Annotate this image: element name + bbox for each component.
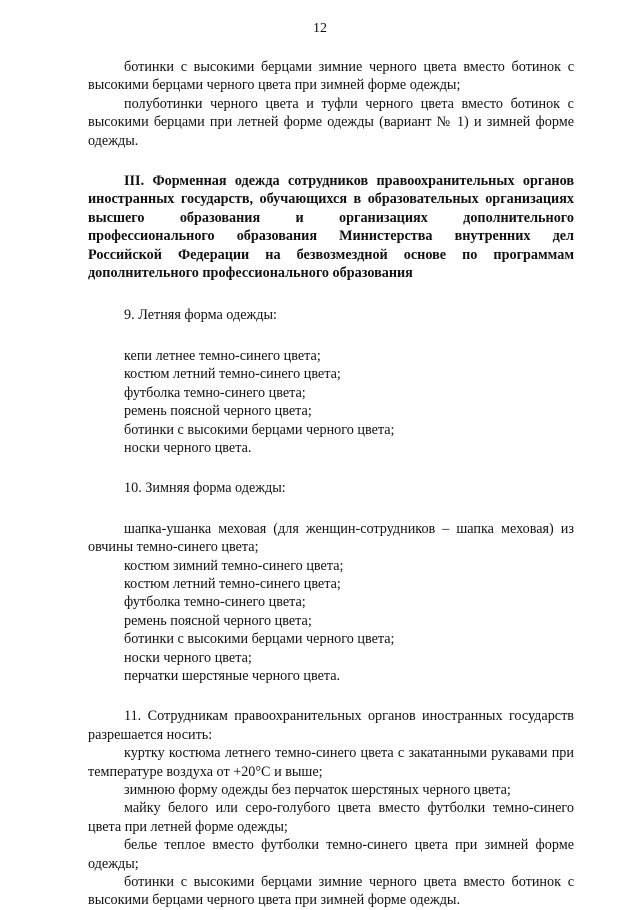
- list-item: ремень поясной черного цвета;: [124, 403, 312, 420]
- list-item: перчатки шерстяные черного цвета.: [124, 667, 341, 684]
- list-item: костюм летний темно-синего цвета;: [124, 366, 341, 383]
- list-item: носки черного цвета;: [124, 649, 252, 666]
- list-item: ремень поясной черного цвета;: [124, 612, 312, 629]
- list-item: ботинки с высокими берцами черного цвета;: [124, 421, 395, 438]
- list-item: зимнюю форму одежды без перчаток шерстяных черного цвета;: [124, 782, 511, 798]
- intro-paragraph-2: полуботинки черного цвета и туфли черного цвета вместо ботинок с высокими берцами при летней форме одежды (вариант № 1) и зимней форме одежды.: [88, 95, 574, 149]
- item-10-title: 10. Зимняя форма одежды:: [124, 480, 286, 497]
- list-item: ботинки с высокими берцами черного цвета;: [124, 631, 395, 648]
- section-heading: III. Форменная одежда сотрудников правоохранительных органов иностранных государств, обучающихся в образовательных организациях высшего образования и организациях дополнительного профессионального образования Министерства внутренних дел Российской Федерации на безвозмездной основе по программам дополнительного профессионального образования: [88, 173, 574, 282]
- page-number: 12: [313, 21, 327, 36]
- item-11-title: 11. Сотрудникам правоохранительных органов иностранных государств разрешается носить:: [88, 708, 574, 743]
- list-item: ботинки с высокими берцами зимние черного цвета вместо ботинок с высокими берцами черного цвета при зимней форме одежды.: [88, 874, 574, 909]
- item-9-list: [88, 347, 574, 457]
- list-item: костюм зимний темно-синего цвета;: [124, 557, 344, 574]
- item-10-list: [88, 520, 574, 686]
- list-item: кепи летнее темно-синего цвета;: [124, 347, 321, 364]
- list-item: майку белого или серо-голубого цвета вместо футболки темно-синего цвета при летней форме одежды;: [88, 800, 574, 835]
- list-item: футболка темно-синего цвета;: [124, 594, 306, 611]
- list-item: носки черного цвета.: [124, 439, 252, 456]
- list-item: костюм летний темно-синего цвета;: [124, 575, 341, 592]
- intro-paragraph-1: ботинки с высокими берцами зимние черного цвета вместо ботинок с высокими берцами черного цвета при зимней форме одежды;: [88, 59, 574, 94]
- list-item: шапка-ушанка меховая (для женщин-сотрудников – шапка меховая) из овчины темно-синего цвета;: [88, 520, 574, 556]
- list-item: футболка темно-синего цвета;: [124, 384, 306, 401]
- item-11-list: [88, 744, 574, 910]
- list-item: куртку костюма летнего темно-синего цвета с закатанными рукавами при температуре воздуха от +20°С и выше;: [88, 745, 574, 780]
- list-item: белье теплое вместо футболки темно-синего цвета при зимней форме одежды;: [88, 837, 574, 872]
- item-9-title: 9. Летняя форма одежды:: [124, 307, 277, 324]
